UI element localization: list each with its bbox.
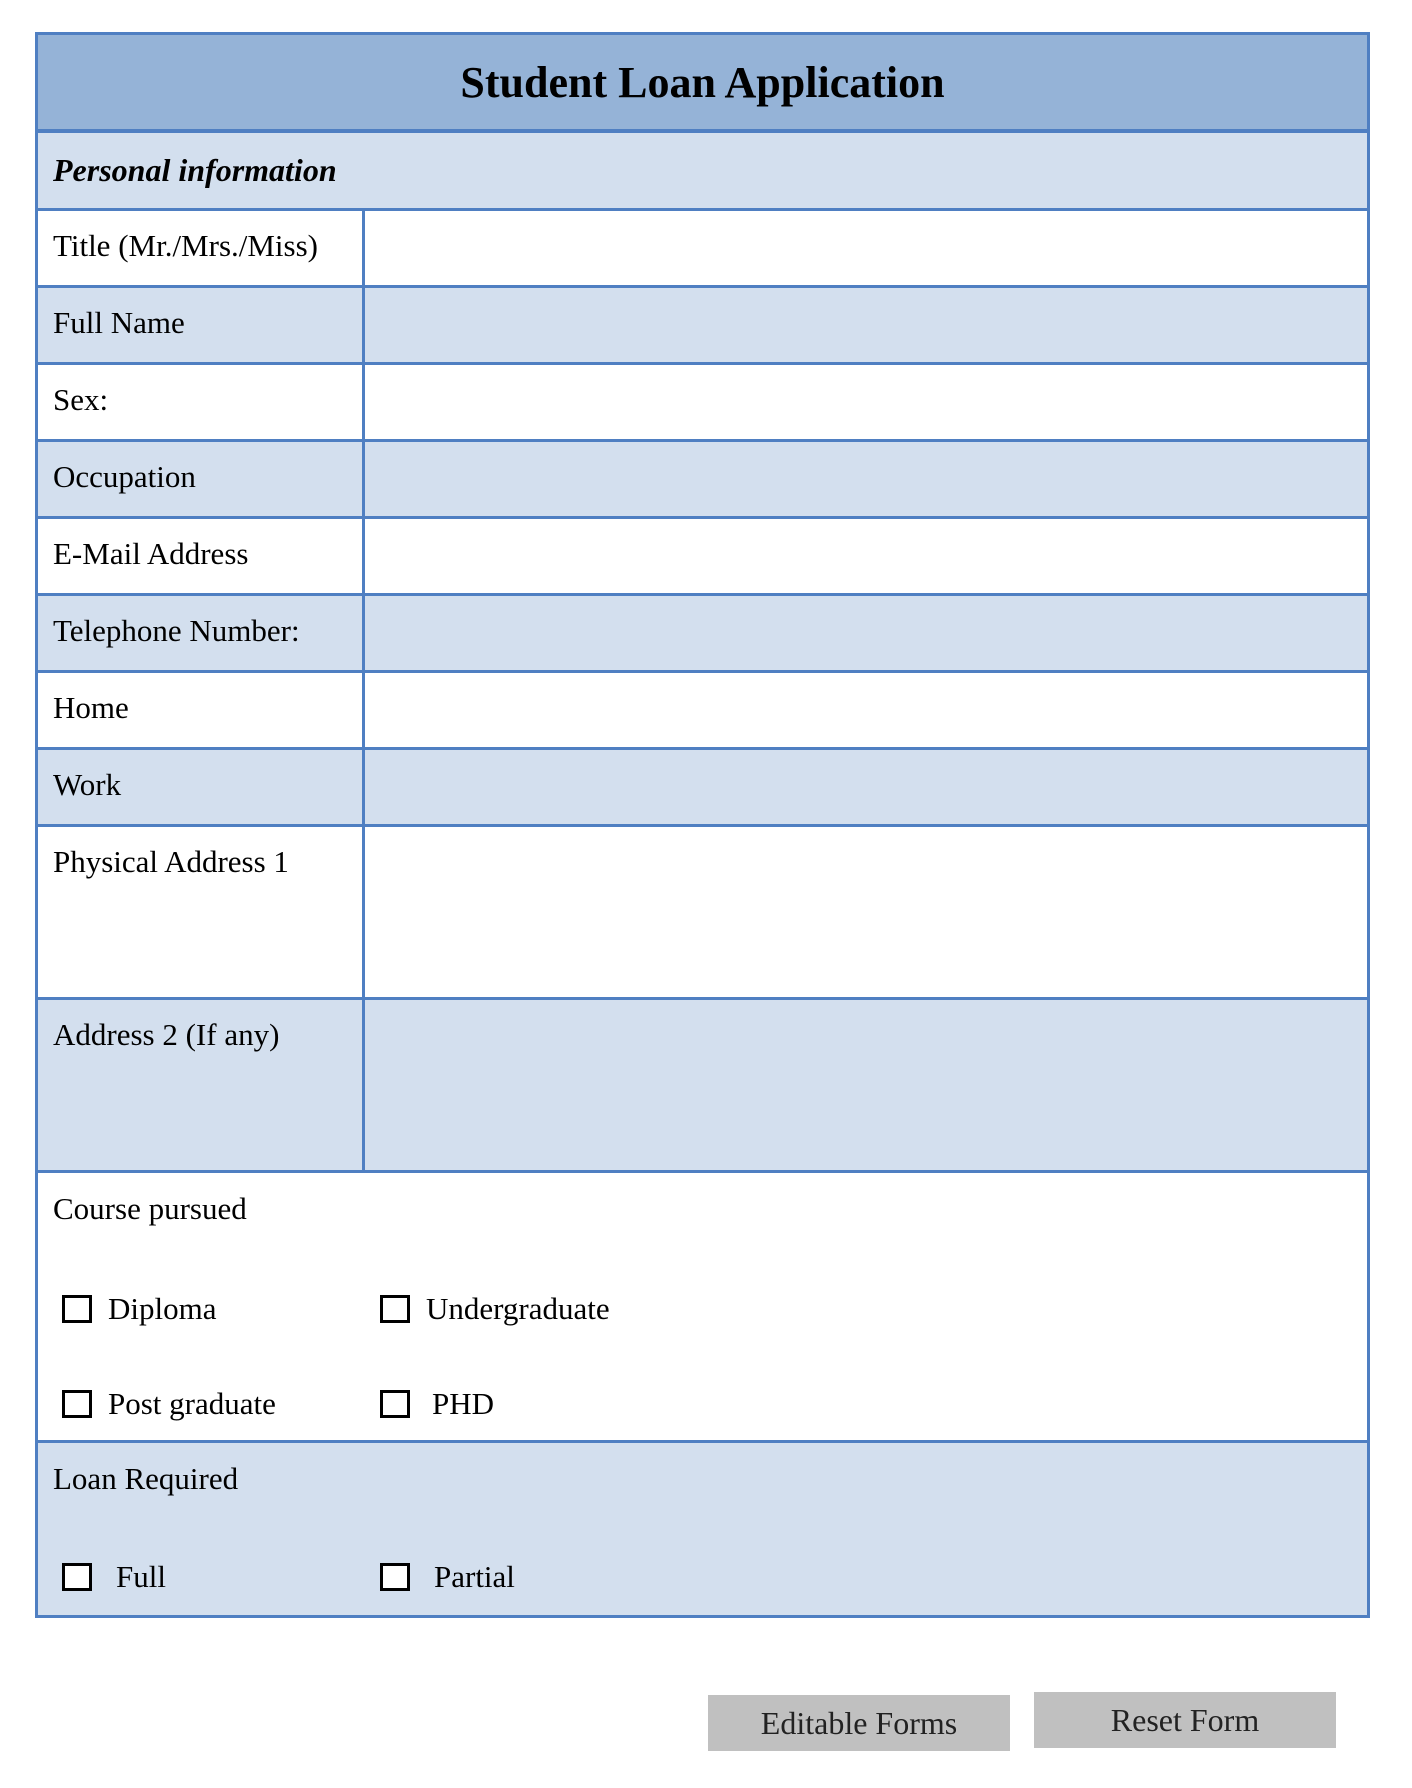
field-row-work	[38, 750, 1367, 827]
full-loan-checkbox[interactable]	[62, 1563, 92, 1591]
field-label: Full Name	[38, 288, 365, 362]
partial-loan-checkbox[interactable]	[380, 1563, 410, 1591]
field-label: Occupation	[38, 442, 365, 516]
loan-section	[38, 1443, 1367, 1615]
field-row-full-name	[38, 288, 1367, 365]
phd-checkbox[interactable]	[380, 1390, 410, 1418]
option-label: Full	[116, 1559, 166, 1594]
telephone-input[interactable]	[365, 596, 1367, 670]
field-row-home	[38, 673, 1367, 750]
option-label: Post graduate	[108, 1386, 276, 1421]
field-label: E-Mail Address	[38, 519, 365, 593]
option-diploma[interactable]	[62, 1291, 217, 1327]
field-label: Home	[38, 673, 365, 747]
field-row-telephone	[38, 596, 1367, 673]
option-label: PHD	[432, 1386, 495, 1421]
title-input[interactable]	[365, 211, 1367, 285]
undergraduate-checkbox[interactable]	[380, 1295, 410, 1323]
course-section	[38, 1173, 1367, 1443]
field-label: Telephone Number:	[38, 596, 365, 670]
option-label: Diploma	[108, 1291, 217, 1326]
field-row-email	[38, 519, 1367, 596]
field-label: Title (Mr./Mrs./Miss)	[38, 211, 365, 285]
field-row-title	[38, 211, 1367, 288]
sex-input[interactable]	[365, 365, 1367, 439]
field-row-address-1	[38, 827, 1367, 1000]
section-heading-personal: Personal information	[38, 133, 1367, 211]
occupation-input[interactable]	[365, 442, 1367, 516]
field-row-address-2	[38, 1000, 1367, 1173]
work-phone-input[interactable]	[365, 750, 1367, 824]
form-title: Student Loan Application	[38, 35, 1367, 133]
option-label: Undergraduate	[426, 1291, 610, 1326]
diploma-checkbox[interactable]	[62, 1295, 92, 1323]
loan-label: Loan Required	[53, 1461, 239, 1496]
home-phone-input[interactable]	[365, 673, 1367, 747]
field-row-sex	[38, 365, 1367, 442]
field-label: Sex:	[38, 365, 365, 439]
email-input[interactable]	[365, 519, 1367, 593]
option-partial[interactable]	[380, 1559, 515, 1595]
option-phd[interactable]	[380, 1386, 494, 1422]
address-1-input[interactable]	[365, 827, 1367, 997]
editable-forms-button[interactable]: Editable Forms	[708, 1695, 1010, 1751]
option-full[interactable]	[62, 1559, 166, 1595]
option-post-graduate[interactable]	[62, 1386, 276, 1422]
course-label: Course pursued	[53, 1191, 247, 1226]
field-label: Work	[38, 750, 365, 824]
address-2-input[interactable]	[365, 1000, 1367, 1170]
full-name-input[interactable]	[365, 288, 1367, 362]
option-label: Partial	[434, 1559, 515, 1594]
field-row-occupation	[38, 442, 1367, 519]
loan-application-form	[35, 32, 1370, 1618]
field-label: Physical Address 1	[38, 827, 365, 997]
post-graduate-checkbox[interactable]	[62, 1390, 92, 1418]
reset-form-button[interactable]: Reset Form	[1034, 1692, 1336, 1748]
option-undergraduate[interactable]	[380, 1291, 610, 1327]
field-label: Address 2 (If any)	[38, 1000, 365, 1170]
